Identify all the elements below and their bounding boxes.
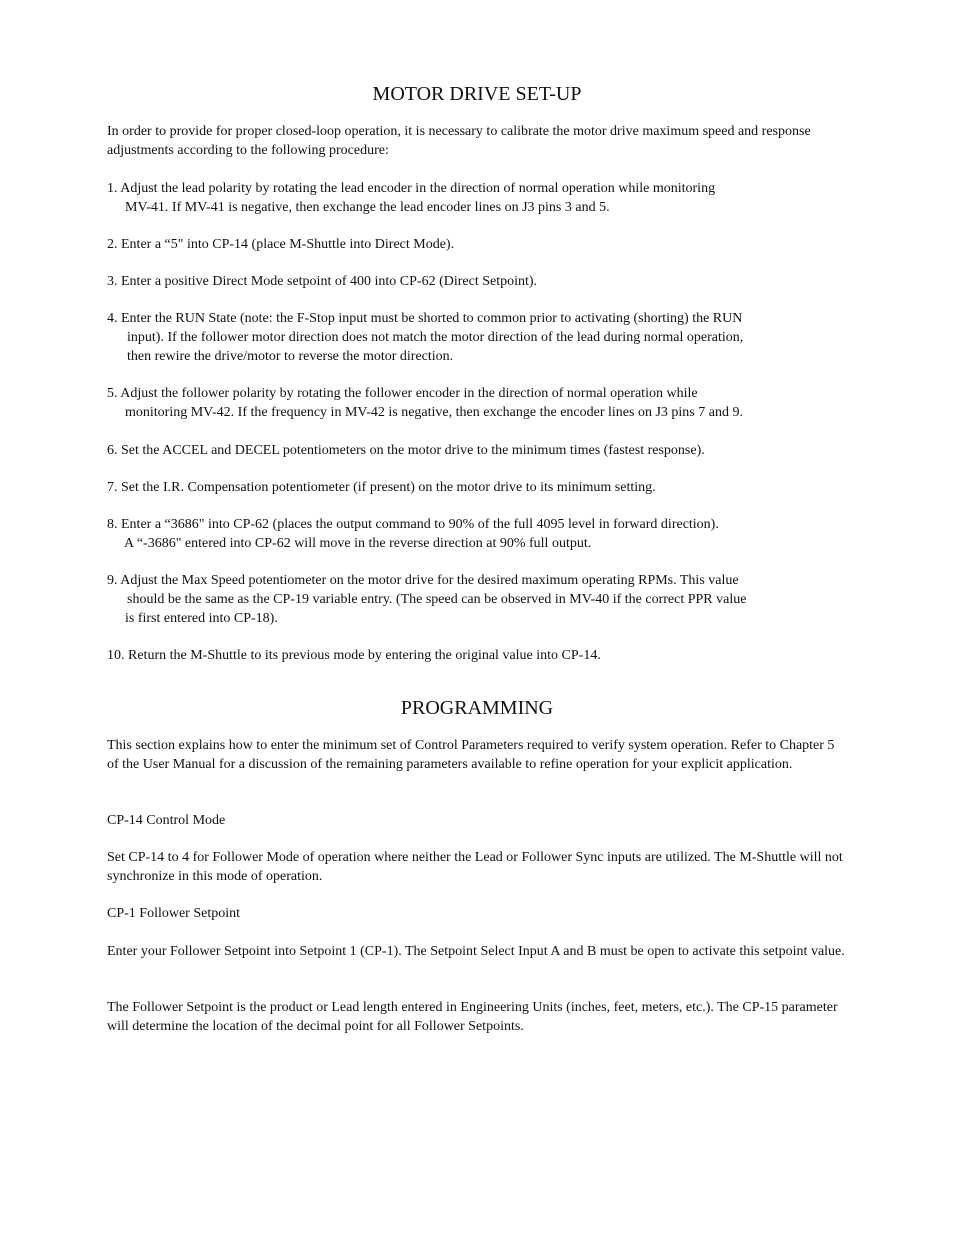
intro-paragraph: In order to provide for proper closed-loop operation, it is necessary to calibrate the motor drive maximum speed and response adjustments according to the following procedure:	[107, 124, 811, 158]
step-8-line-2: A “-3686" entered into CP-62 will move in the reverse direction at 90% full output.	[124, 536, 592, 551]
step-2-line-1: 2. Enter a “5" into CP-14 (place M-Shuttle into Direct Mode).	[107, 237, 455, 252]
procedure-step-5	[107, 384, 847, 422]
subheading-cp14: CP-14 Control Mode	[107, 813, 226, 828]
step-4-line-1: 4. Enter the RUN State (note: the F-Stop input must be shorted to common prior to activating (shorting) the RUN	[107, 311, 743, 326]
step-9-line-3: is first entered into CP-18).	[125, 611, 278, 626]
procedure-step-10	[107, 646, 847, 665]
procedure-step-8	[107, 515, 847, 553]
step-5-line-1: 5. Adjust the follower polarity by rotating the follower encoder in the direction of normal operation while	[107, 386, 698, 401]
step-7-line-1: 7. Set the I.R. Compensation potentiometer (if present) on the motor drive to its minimum setting.	[107, 480, 656, 495]
programming-intro-paragraph: This section explains how to enter the minimum set of Control Parameters required to verify system operation. Refer to Chapter 5 of the User Manual for a discussion of the remaining parameters available to refine operation for your explicit application.	[107, 738, 835, 772]
step-9-line-2: should be the same as the CP-19 variable entry. (The speed can be observed in MV-40 if the correct PPR value	[127, 592, 747, 607]
procedure-step-9	[107, 571, 847, 628]
procedure-step-7	[107, 478, 847, 497]
follower-setpoint-paragraph: The Follower Setpoint is the product or Lead length entered in Engineering Units (inches, feet, meters, etc.). The CP-15 parameter will determine the location of the decimal point for all Follower Setpoints.	[107, 1000, 838, 1034]
step-4-line-3: then rewire the drive/motor to reverse the motor direction.	[127, 349, 454, 364]
procedure-step-6	[107, 441, 847, 460]
cp1-paragraph: Enter your Follower Setpoint into Setpoint 1 (CP-1). The Setpoint Select Input A and B must be open to activate this setpoint value.	[107, 944, 845, 959]
step-1-line-1: 1. Adjust the lead polarity by rotating the lead encoder in the direction of normal operation while monitoring	[107, 181, 716, 196]
procedure-step-1	[107, 179, 847, 217]
step-5-line-2: monitoring MV-42. If the frequency in MV-42 is negative, then exchange the encoder lines on J3 pins 7 and 9.	[125, 405, 743, 420]
procedure-step-3	[107, 272, 847, 291]
procedure-step-2	[107, 235, 847, 254]
step-10-line-1: 10. Return the M-Shuttle to its previous mode by entering the original value into CP-14.	[107, 648, 601, 663]
step-4-line-2: input). If the follower motor direction does not match the motor direction of the lead during normal operation,	[127, 330, 744, 345]
subheading-cp1: CP-1 Follower Setpoint	[107, 906, 241, 921]
step-3-line-1: 3. Enter a positive Direct Mode setpoint of 400 into CP-62 (Direct Setpoint).	[107, 274, 538, 289]
step-9-line-1: 9. Adjust the Max Speed potentiometer on the motor drive for the desired maximum operating RPMs. This value	[107, 573, 739, 588]
step-6-line-1: 6. Set the ACCEL and DECEL potentiometers on the motor drive to the minimum times (fastest response).	[107, 443, 705, 458]
section-title-programming: PROGRAMMING	[400, 697, 554, 719]
step-8-line-1: 8. Enter a “3686" into CP-62 (places the output command to 90% of the full 4095 level in forward direction).	[107, 517, 719, 532]
cp14-paragraph: Set CP-14 to 4 for Follower Mode of operation where neither the Lead or Follower Sync inputs are utilized. The M-Shuttle will not synchronize in this mode of operation.	[107, 850, 843, 884]
step-1-line-2: MV-41. If MV-41 is negative, then exchange the lead encoder lines on J3 pins 3 and 5.	[125, 200, 610, 215]
section-title-motor-drive: MOTOR DRIVE SET-UP	[372, 83, 582, 105]
procedure-step-4	[107, 309, 847, 366]
